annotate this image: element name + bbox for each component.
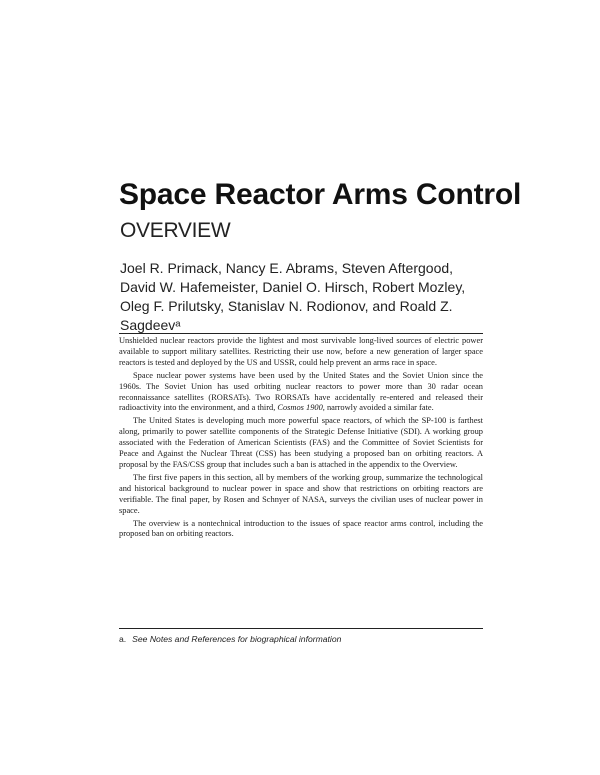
article-subtitle: OVERVIEW bbox=[120, 219, 231, 242]
body-paragraph bbox=[119, 336, 483, 369]
author-line: Oleg F. Prilutsky, Stanislav N. Rodionov, and Roald Z. bbox=[120, 298, 453, 314]
paragraph-text: Space nuclear power systems have been used by the United States and the Soviet Union since the 1960s. The Soviet Union has used orbiting nuclear reactors to power more than 30 radar ocean reconnaissance satellites (RORSATs). Two RORSATs have accidentally re-entered and released their radioactivity into the environment, and a third, bbox=[119, 370, 483, 413]
paragraph-text: The first five papers in this section, all by members of the working group, summarize the technological and historical background to nuclear power in space and show that restrictions on orbiting reactors are verifiable. The final paper, by Rosen and Schnyer of NASA, surveys the civilian uses of nuclear power in space. bbox=[119, 472, 483, 515]
body-paragraph bbox=[119, 473, 483, 517]
paragraph-text: The overview is a nontechnical introduction to the issues of space reactor arms control, including the proposed ban on orbiting reactors. bbox=[119, 518, 483, 539]
footnote-rule bbox=[119, 628, 483, 629]
footnote-marker: a. bbox=[119, 634, 127, 644]
body-paragraph bbox=[119, 416, 483, 471]
body-paragraph bbox=[119, 519, 483, 541]
footnote-text: See Notes and References for biographical information bbox=[132, 634, 342, 644]
article-title: Space Reactor Arms Control bbox=[119, 178, 522, 211]
top-rule bbox=[119, 333, 483, 334]
author-line: Joel R. Primack, Nancy E. Abrams, Steven Aftergood, bbox=[120, 260, 454, 276]
footnote bbox=[119, 634, 341, 644]
italic-text: Cosmos 1900 bbox=[277, 403, 323, 413]
paragraph-text: , narrowly avoided a similar fate. bbox=[322, 403, 434, 413]
paragraph-text: The United States is developing much more powerful space reactors, of which the SP-100 is farthest along, primarily to power satellite components of the Strategic Defense Initiative (SDI). A working group associated with the Federation of American Scientists (FAS) and the Committee of Soviet Scientists for Peace and Against the Nuclear Threat (CSS) has been studying a proposed ban on orbiting reactors. A proposal by the FAS/CSS group that includes such a ban is attached in the appendix to the Overview. bbox=[119, 416, 483, 469]
paragraph-text: Unshielded nuclear reactors provide the lightest and most survivable long-lived sources of electric power available to support military satellites. Restricting their use now, before a new generation of larger space reactors is tested and deployed by the US and USSR, could help prevent an arms race in space. bbox=[119, 336, 483, 367]
author-line: Sagdeevᵃ bbox=[120, 317, 181, 333]
author-line: David W. Hafemeister, Daniel O. Hirsch, Robert Mozley, bbox=[120, 279, 466, 295]
author-list bbox=[120, 259, 480, 335]
overview-body bbox=[119, 336, 483, 540]
body-paragraph bbox=[119, 371, 483, 415]
